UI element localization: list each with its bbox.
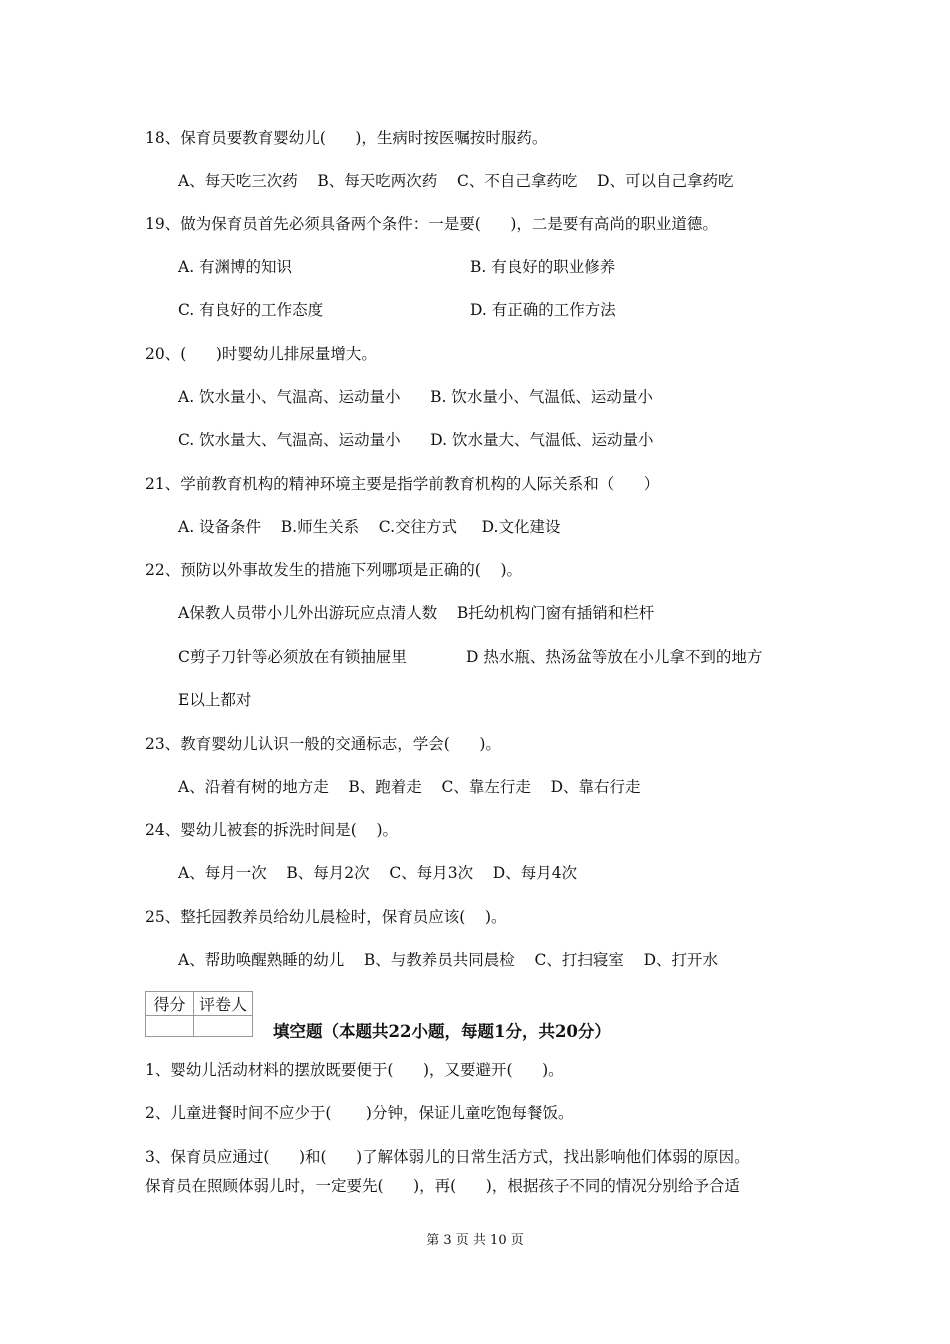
fill-question-2: 2、儿童进餐时间不应少于( )分钟，保证儿童吃饱每餐饭。 [145,1104,574,1122]
question-19-option-d: D. 有正确的工作方法 [470,301,616,319]
section-title: 填空题（本题共22小题，每题1分，共20分） [273,1022,611,1041]
question-22-options-cd: C剪子刀针等必须放在有锁抽屉里 D 热水瓶、热汤盆等放在小儿拿不到的地方 [178,648,763,666]
question-19: 19、做为保育员首先必须具备两个条件：一是要( )，二是要有高尚的职业道德。 [145,215,718,233]
page-footer: 第 3 页 共 10 页 [426,1233,524,1248]
fill-question-1: 1、婴幼儿活动材料的摆放既要便于( )，又要避开( )。 [145,1061,564,1079]
question-22-options-ab: A保教人员带小儿外出游玩应点清人数 B托幼机构门窗有插销和栏杆 [178,604,655,622]
question-25: 25、整托园教养员给幼儿晨检时，保育员应该( )。 [145,908,507,926]
score-table [145,991,253,1037]
question-24: 24、婴幼儿被套的拆洗时间是( )。 [145,821,399,839]
question-19-option-b: B. 有良好的职业修养 [470,258,616,276]
question-25-options: A、帮助唤醒熟睡的幼儿 B、与教养员共同晨检 C、打扫寝室 D、打开水 [178,951,718,969]
question-18: 18、保育员要教育婴幼儿( )，生病时按医嘱按时服药。 [145,129,548,147]
question-23: 23、教育婴幼儿认识一般的交通标志，学会( )。 [145,735,501,753]
question-22-option-e: E以上都对 [178,691,252,709]
question-18-options: A、每天吃三次药 B、每天吃两次药 C、不自己拿药吃 D、可以自己拿药吃 [178,172,734,190]
question-21: 21、学前教育机构的精神环境主要是指学前教育机构的人际关系和（ ） [145,475,660,493]
question-24-options: A、每月一次 B、每月2次 C、每月3次 D、每月4次 [178,864,578,882]
question-20-options-ab: A. 饮水量小、气温高、运动量小 B. 饮水量小、气温低、运动量小 [178,388,653,406]
grader-header: 评卷人 [194,992,253,1016]
question-19-option-a: A. 有渊博的知识 [178,258,293,276]
question-21-options: A. 设备条件 B.师生关系 C.交往方式 D.文化建设 [178,518,561,536]
fill-question-3-continued: 保育员在照顾体弱儿时，一定要先( )，再( )，根据孩子不同的情况分别给予合适 [145,1177,740,1195]
question-22: 22、预防以外事故发生的措施下列哪项是正确的( )。 [145,561,523,579]
fill-question-3: 3、保育员应通过( )和( )了解体弱儿的日常生活方式，找出影响他们体弱的原因。 [145,1148,750,1166]
score-cell [146,1016,194,1037]
grader-cell [194,1016,253,1037]
question-19-option-c: C. 有良好的工作态度 [178,301,324,319]
score-header: 得分 [146,992,194,1016]
question-23-options: A、沿着有树的地方走 B、跑着走 C、靠左行走 D、靠右行走 [178,778,641,796]
question-20: 20、( )时婴幼儿排尿量增大。 [145,345,377,363]
question-20-options-cd: C. 饮水量大、气温高、运动量小 D. 饮水量大、气温低、运动量小 [178,431,654,449]
